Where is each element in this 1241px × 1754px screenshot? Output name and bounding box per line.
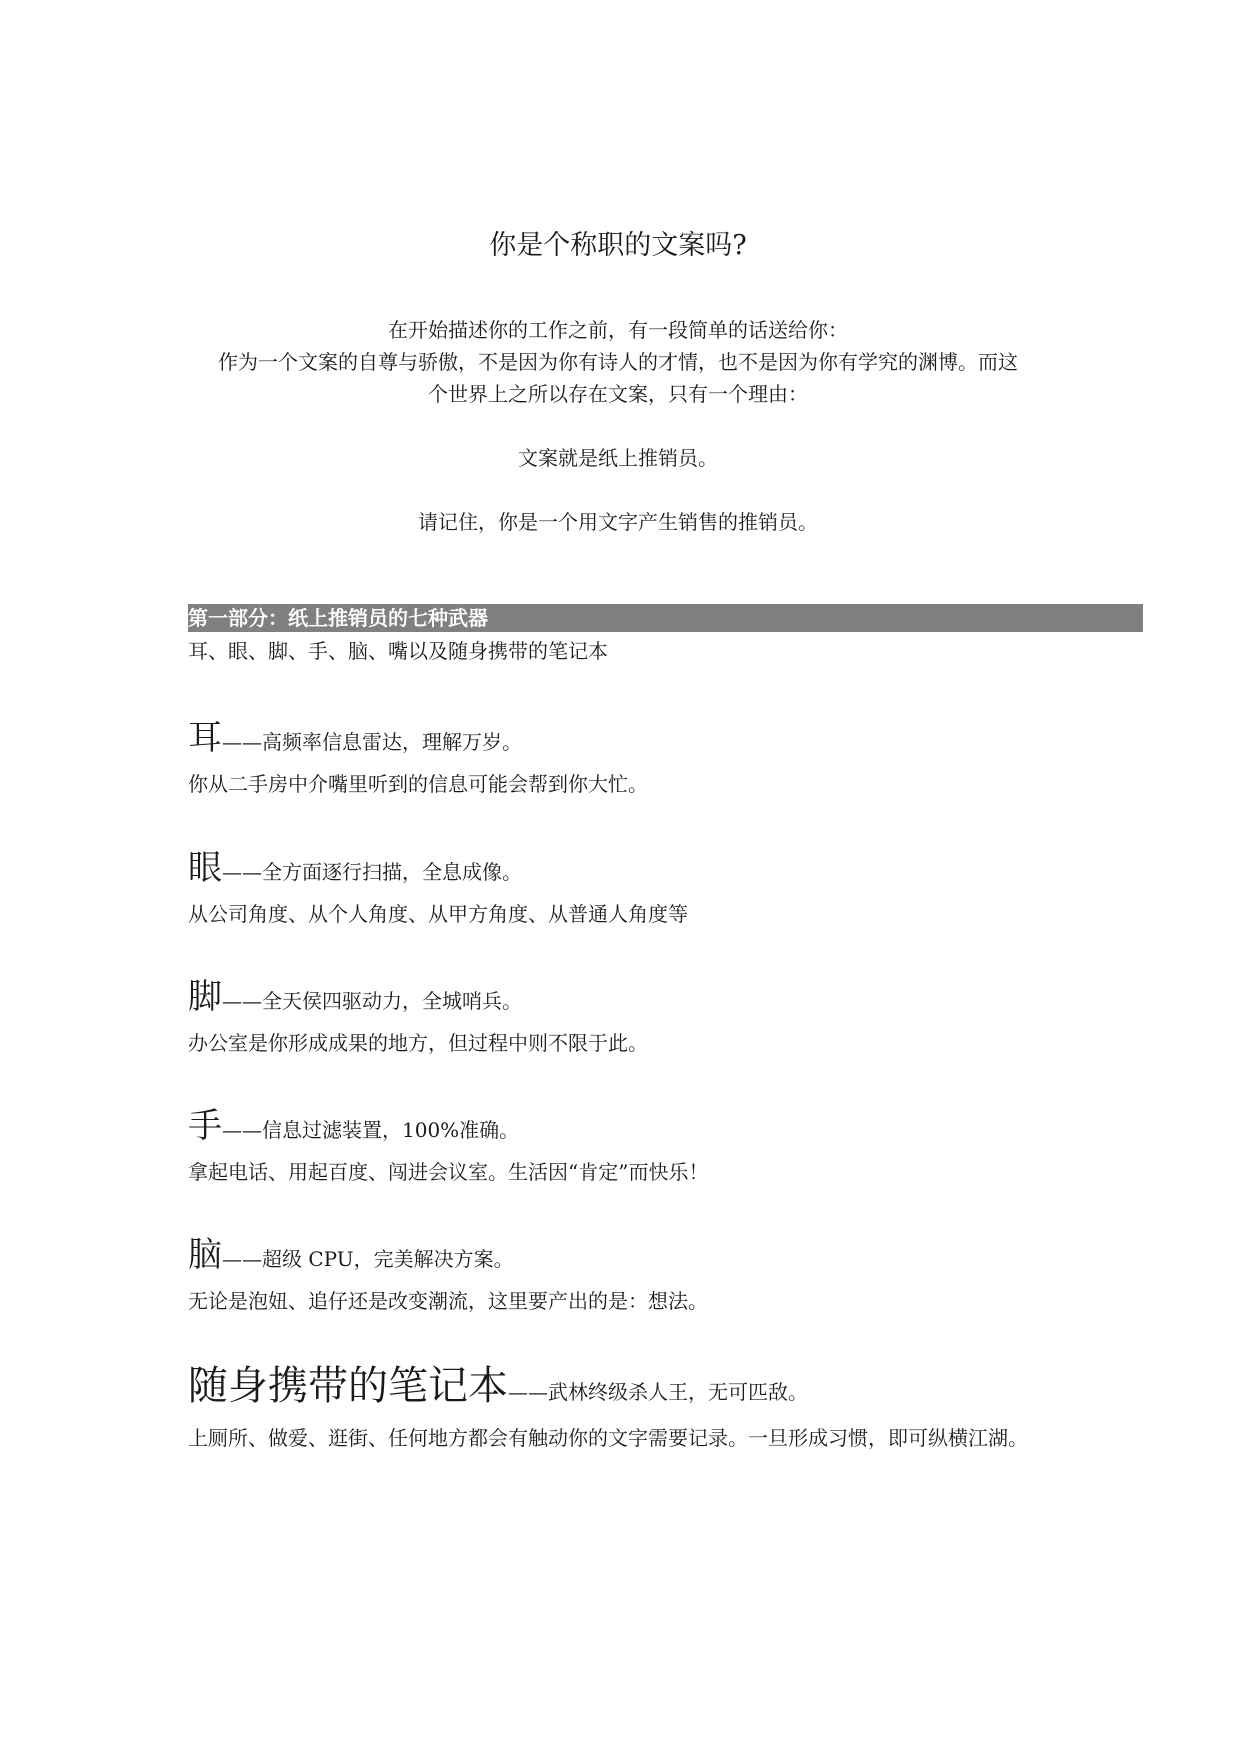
intro-line: 作为一个文案的自尊与骄傲，不是因为你有诗人的才情，也不是因为你有学究的渊博。而这 bbox=[218, 350, 1018, 374]
intro-reminder: 请记住，你是一个用文字产生销售的推销员。 bbox=[418, 510, 818, 534]
weapon-hand bbox=[188, 1106, 1068, 1188]
weapon-heading bbox=[188, 1106, 1068, 1152]
weapon-description: 你从二手房中介嘴里听到的信息可能会帮到你大忙。 bbox=[188, 772, 648, 796]
weapon-foot bbox=[188, 977, 1068, 1059]
weapon-description: 无论是泡妞、追仔还是改变潮流，这里要产出的是：想法。 bbox=[188, 1289, 708, 1313]
weapon-tagline: ——信息过滤装置，100%准确。 bbox=[222, 1118, 520, 1142]
weapon-heading bbox=[188, 718, 1068, 764]
weapon-name: 手 bbox=[188, 1106, 222, 1146]
weapon-description: 办公室是你形成成果的地方，但过程中则不限于此。 bbox=[188, 1031, 648, 1055]
section-subtitle: 耳、眼、脚、手、脑、嘴以及随身携带的笔记本 bbox=[188, 639, 608, 663]
weapon-name: 随身携带的笔记本 bbox=[188, 1363, 508, 1409]
weapon-description: 从公司角度、从个人角度、从甲方角度、从普通人角度等 bbox=[188, 902, 688, 926]
weapon-tagline: ——高频率信息雷达，理解万岁。 bbox=[222, 730, 522, 754]
intro-line: 在开始描述你的工作之前，有一段简单的话送给你： bbox=[388, 318, 848, 342]
weapon-tagline: ——超级 CPU，完美解决方案。 bbox=[222, 1247, 514, 1271]
weapon-notebook bbox=[188, 1362, 1068, 1454]
weapon-tagline: ——全方面逐行扫描，全息成像。 bbox=[222, 860, 522, 884]
intro-line: 个世界上之所以存在文案，只有一个理由： bbox=[428, 382, 808, 406]
weapon-name: 脑 bbox=[188, 1235, 222, 1275]
weapon-heading bbox=[188, 1362, 1068, 1418]
weapon-name: 耳 bbox=[188, 718, 222, 758]
weapon-tagline: ——武林终级杀人王，无可匹敌。 bbox=[508, 1380, 808, 1404]
section-heading: 第一部分：纸上推销员的七种武器 bbox=[188, 604, 1143, 632]
page-title: 你是个称职的文案吗? bbox=[489, 230, 747, 261]
weapon-name: 脚 bbox=[188, 977, 222, 1017]
weapon-eye bbox=[188, 848, 1068, 930]
weapon-ear bbox=[188, 718, 1068, 800]
weapon-heading bbox=[188, 977, 1068, 1023]
intro-slogan: 文案就是纸上推销员。 bbox=[518, 446, 718, 470]
weapon-brain bbox=[188, 1235, 1068, 1317]
weapon-description: 拿起电话、用起百度、闯进会议室。生活因“肯定”而快乐！ bbox=[188, 1160, 709, 1184]
weapon-heading bbox=[188, 848, 1068, 894]
weapon-heading bbox=[188, 1235, 1068, 1281]
weapon-description: 上厕所、做爱、逛街、任何地方都会有触动你的文字需要记录。一旦形成习惯，即可纵横江湖。 bbox=[188, 1426, 1028, 1450]
weapon-name: 眼 bbox=[188, 848, 222, 888]
weapon-tagline: ——全天侯四驱动力，全城哨兵。 bbox=[222, 989, 522, 1013]
